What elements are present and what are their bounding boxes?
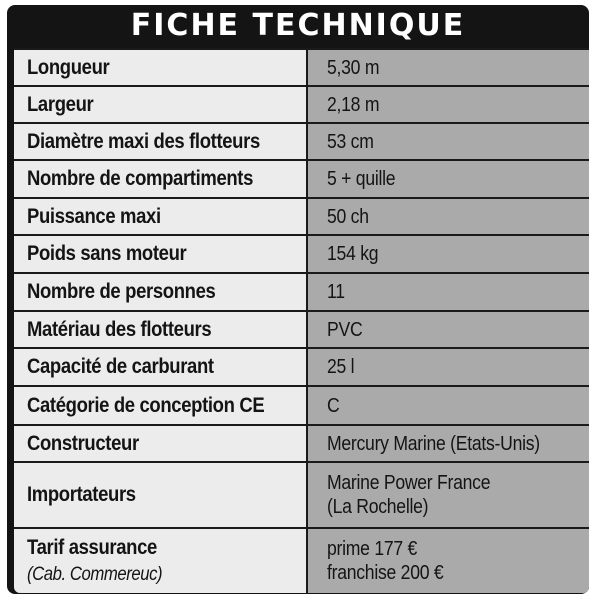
spec-row-tarif-assurance bbox=[14, 529, 589, 593]
spec-value: 53 cm bbox=[327, 130, 374, 153]
spec-value: 154 kg bbox=[327, 243, 379, 265]
spec-label: Nombre de personnes bbox=[27, 280, 216, 303]
spec-value-line1: prime 177 € bbox=[327, 538, 418, 560]
spec-label: Capacité de carburant bbox=[27, 355, 214, 378]
spec-value: C bbox=[327, 394, 340, 417]
spec-value: 5,30 m bbox=[327, 56, 380, 79]
spec-value: 50 ch bbox=[327, 205, 369, 228]
spec-row-personnes bbox=[14, 274, 589, 310]
spec-label: Puissance maxi bbox=[27, 204, 161, 228]
spec-row-importateurs bbox=[14, 463, 589, 527]
spec-label: Constructeur bbox=[27, 431, 139, 455]
sheet-title: FICHE TECHNIQUE bbox=[130, 8, 466, 43]
spec-value: 5 + quille bbox=[327, 168, 396, 190]
spec-row-puissance bbox=[14, 199, 589, 234]
spec-label: Importateurs bbox=[27, 483, 136, 506]
spec-row-largeur bbox=[14, 87, 589, 122]
spec-value-line2: franchise 200 € bbox=[327, 562, 444, 584]
spec-value-line2: (La Rochelle) bbox=[327, 496, 429, 518]
spec-label: Poids sans moteur bbox=[27, 242, 187, 265]
spec-table bbox=[14, 48, 589, 593]
spec-value: 11 bbox=[327, 281, 345, 303]
spec-label: Catégorie de conception CE bbox=[27, 393, 265, 417]
spec-row-materiau bbox=[14, 312, 589, 347]
spec-label: Nombre de compartiments bbox=[27, 167, 254, 190]
spec-label: Diamètre maxi des flotteurs bbox=[27, 129, 260, 153]
spec-row-compartiments bbox=[14, 161, 589, 197]
spec-row-carburant bbox=[14, 349, 589, 385]
spec-sublabel: (Cab. Commereuc) bbox=[27, 564, 163, 585]
spec-label: Longueur bbox=[27, 55, 110, 79]
spec-value-line1: Marine Power France bbox=[327, 472, 491, 494]
spec-value: PVC bbox=[327, 318, 363, 341]
spec-value: 25 l bbox=[327, 356, 355, 378]
spec-label: Largeur bbox=[27, 92, 94, 116]
spec-value: Mercury Marine (Etats-Unis) bbox=[327, 432, 540, 455]
spec-row-longueur bbox=[14, 50, 589, 85]
spec-label: Tarif assurance bbox=[27, 536, 157, 559]
spec-row-categorie bbox=[14, 387, 589, 424]
spec-row-constructeur bbox=[14, 426, 589, 461]
spec-label: Matériau des flotteurs bbox=[27, 317, 212, 341]
spec-value: 2,18 m bbox=[327, 93, 380, 116]
spec-sheet bbox=[7, 5, 589, 594]
spec-row-diametre bbox=[14, 124, 589, 159]
spec-row-poids bbox=[14, 236, 589, 272]
